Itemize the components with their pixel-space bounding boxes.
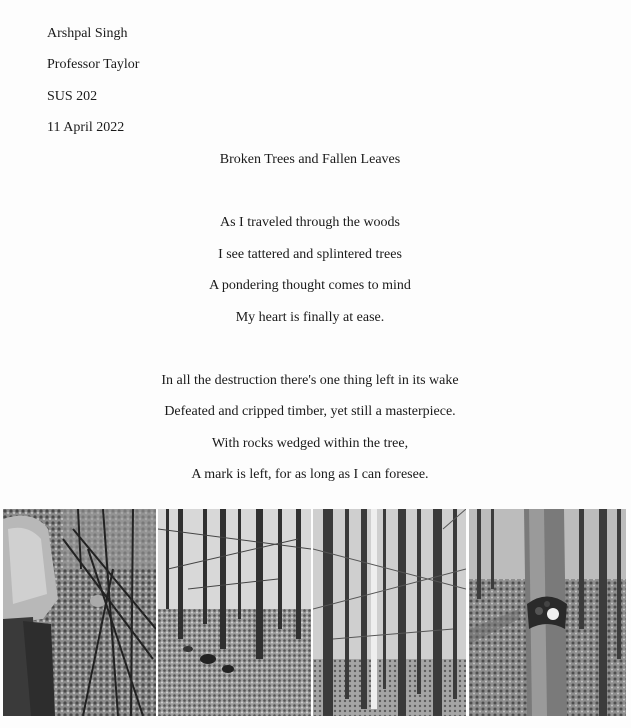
poem-line: In all the destruction there's one thing left in its wake xyxy=(161,373,459,388)
poem-line: With rocks wedged within the tree, xyxy=(211,436,409,451)
author-name: Arshpal Singh xyxy=(47,26,128,41)
photo-forest-floor-trees xyxy=(158,509,311,716)
professor-name: Professor Taylor xyxy=(47,57,140,72)
photo-tree-with-wedged-rocks xyxy=(469,509,626,716)
photo-strip xyxy=(3,509,626,716)
poem-title: Broken Trees and Fallen Leaves xyxy=(219,152,401,167)
photo-dense-thin-trees xyxy=(313,509,466,716)
date-line: 11 April 2022 xyxy=(47,120,125,135)
course-code: SUS 202 xyxy=(47,89,98,104)
poem-line: A mark is left, for as long as I can foresee. xyxy=(191,467,429,482)
poem-line: Defeated and cripped timber, yet still a masterpiece. xyxy=(164,404,456,419)
poem-line: As I traveled through the woods xyxy=(219,215,401,230)
poem-line: I see tattered and splintered trees xyxy=(218,247,402,262)
poem-line: A pondering thought comes to mind xyxy=(209,278,411,293)
photo-person-with-branches xyxy=(3,509,156,716)
poem-line: My heart is finally at ease. xyxy=(235,310,385,325)
